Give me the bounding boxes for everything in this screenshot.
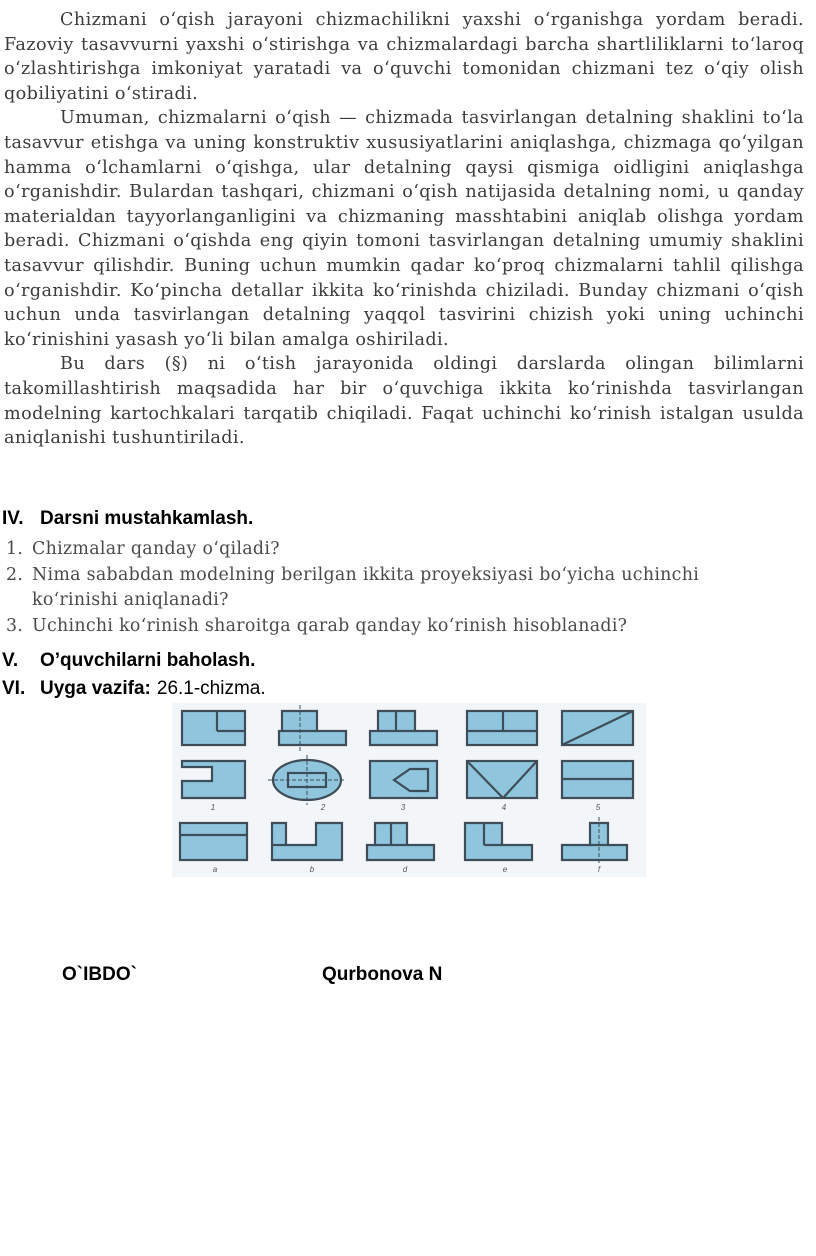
question-number: 3. xyxy=(6,615,24,636)
question-number: 2. xyxy=(6,564,24,585)
projection-drawings xyxy=(172,703,646,877)
shape-4-top xyxy=(467,761,537,798)
shape-3-front xyxy=(370,711,437,745)
drawing-figure xyxy=(172,703,646,877)
figure-number-label: 2 xyxy=(320,803,326,812)
question-text: Uchinchi ko‘rinish sharoitga qarab qanday ko‘rinish hisoblanadi? xyxy=(32,615,628,636)
shape-1-top xyxy=(182,761,245,798)
figure-number-label: 3 xyxy=(400,803,406,812)
question-item xyxy=(6,537,766,563)
section-v-heading xyxy=(2,650,255,672)
figure-letter-label: f xyxy=(597,865,601,874)
section-number: VI. xyxy=(2,678,26,699)
homework-reference: 26.1-chizma. xyxy=(156,678,266,699)
signature-role: O`IBDO` xyxy=(62,964,137,985)
section-title: Uyga vazifa: xyxy=(40,678,151,699)
section-iv-heading xyxy=(2,508,253,530)
signature-name: Qurbonova N xyxy=(322,964,443,985)
paragraph-3: Bu dars (§) ni o‘tish jarayonida oldingi darslarda olingan bilimlarni takomillashtirish maqsadida har bir o‘quvchiga ikkita ko‘rinishda tasvirlangan modelning kartochkalari tarqatib chiqiladi. Faqat uchinchi ko‘rinish istalgan usulda aniqlanishi tushuntiriladi. xyxy=(4,354,804,449)
question-text: Chizmalar qanday o‘qiladi? xyxy=(32,539,280,559)
section-title: O’quvchilarni baholash. xyxy=(40,650,256,671)
option-b xyxy=(272,823,342,860)
paragraph-1: Chizmani o‘qish jarayoni chizmachilikni yaxshi o‘rganishga yordam beradi. Fazoviy tasavvurni yaxshi o‘stirishga va chizmalardagi barcha shartliliklarni to‘laroq o‘zlashtirishga imkoniyat yaratadi va o‘quvchi tomonidan chizmani tez o‘qiy olish qobiliyatini o‘stiradi. xyxy=(4,10,804,104)
section-number: IV. xyxy=(2,508,24,529)
question-text: Nima sababdan modelning berilgan ikkita proyeksiyasi bo‘yicha uchinchi ko‘rinishi aniqlanadi? xyxy=(32,564,700,610)
option-f xyxy=(562,823,627,860)
figure-letter-label: d xyxy=(402,865,408,874)
figure-number-label: 5 xyxy=(595,803,601,812)
section-number: V. xyxy=(2,650,19,671)
body-text xyxy=(4,8,804,451)
section-title: Darsni mustahkamlash. xyxy=(40,508,254,529)
shape-1-front xyxy=(182,711,245,745)
questions-list xyxy=(6,537,766,639)
question-number: 1. xyxy=(6,539,24,559)
figure-letter-label: a xyxy=(212,865,218,874)
figure-letter-label: b xyxy=(309,865,315,874)
section-vi-heading xyxy=(2,678,266,700)
figure-number-label: 1 xyxy=(210,803,216,812)
question-item xyxy=(6,563,766,614)
option-a xyxy=(180,823,247,860)
figure-number-label: 4 xyxy=(501,803,507,812)
question-item xyxy=(6,614,766,640)
option-d xyxy=(367,823,434,860)
option-e xyxy=(465,823,532,860)
figure-letter-label: e xyxy=(502,865,508,874)
paragraph-2: Umuman, chizmalarni o‘qish — chizmada tasvirlangan detalning shaklini to‘la tasavvur etishga va uning konstruktiv xususiyatlarini aniqlashga, chizmaga qo‘yilgan hamma o‘lchamlarni o‘qishga, ular detalning qaysi qismiga oidligini aniqlashga o‘rganishdir. Bulardan tashqari, chizmani o‘qish natijasida detalning nomi, u qanday materialdan tayyorlanganligini va chizmaning masshtabini aniqlab olishga yordam beradi. Chizmani o‘qishda eng qiyin tomoni tasvirlangan detalning umumiy shaklini tasavvur qilishdir. Buning uchun mumkin qadar ko‘proq chizmalarni tahlil qilishga o‘rganishdir. Ko‘pincha detallar ikkita ko‘rinishda chiziladi. Bunday chizmani o‘qish uchun unda tasvirlangan detalning yaqqol tasvirini chizish yoki uning uchinchi ko‘rinishini yasash yo‘li bilan amalga oshiriladi. xyxy=(4,108,804,350)
shape-2-front xyxy=(279,711,346,745)
